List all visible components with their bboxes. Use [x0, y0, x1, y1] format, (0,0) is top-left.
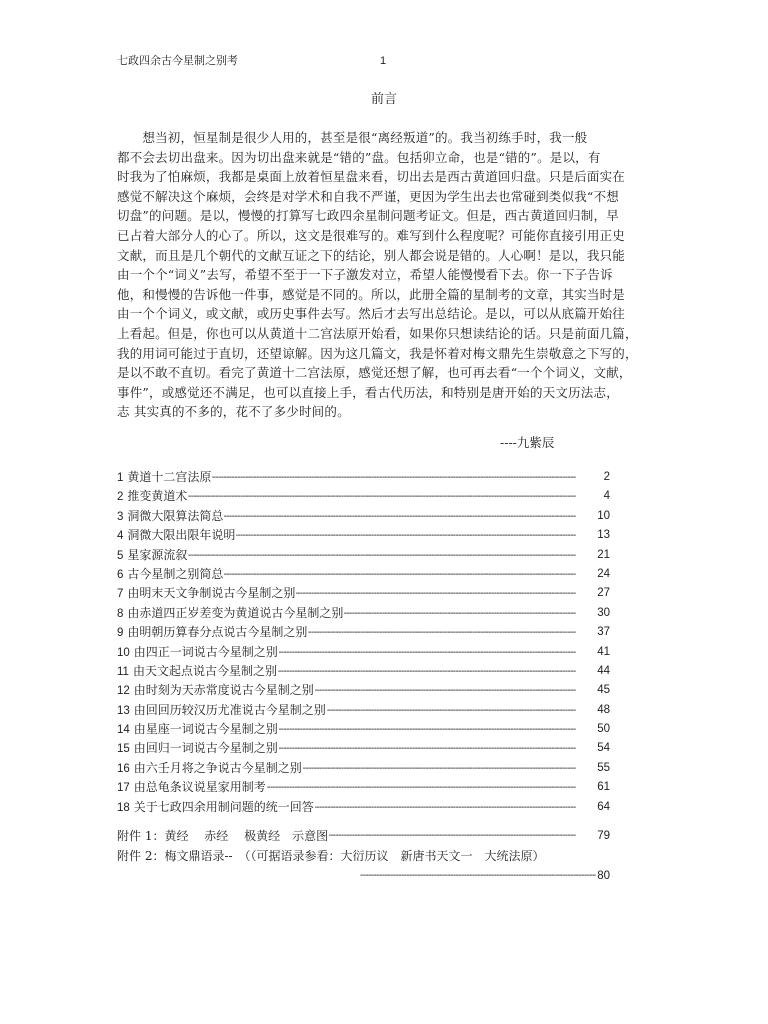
toc-page: 50	[596, 720, 610, 739]
preface-line: 他，和慢慢的告诉他一件事，感觉是不同的。所以，此册全篇的星制考的文章，其实当时是	[117, 286, 626, 302]
toc-entry	[117, 487, 610, 506]
toc-title: 由时刻为天赤常度说古今星制之别	[133, 683, 314, 698]
toc-title: 黄道十二宫法原	[127, 470, 212, 484]
toc-title: 由四正一词说古今星制之别	[133, 644, 278, 659]
toc-page: 41	[596, 643, 610, 662]
toc-number: 3	[117, 510, 124, 523]
preface-line: 由一个个“词义”去写，希望不至于一下子激发对立，希望人能慢慢看下去。你一下子告诉	[117, 267, 613, 283]
toc-page: 54	[596, 739, 610, 758]
preface-line: 感觉不解决这个麻烦，会终是对学术和自我不严谨，更因为学生出去也常碰到类似我“不想	[117, 188, 619, 204]
toc-entry	[117, 604, 610, 623]
signature: ----九紫辰	[500, 435, 555, 450]
toc-number: 8	[117, 607, 124, 620]
toc-title: 关于七政四余用制问题的统一回答	[133, 799, 314, 814]
preface-line: 都不会去切出盘来。因为切出盘来就是“错的”盘。包括卯立命，也是“错的”。是以，有	[117, 149, 601, 165]
appendix-2-page: 80	[596, 866, 610, 886]
toc-title: 星家源流叙	[127, 547, 188, 562]
toc-number: 10	[117, 646, 130, 659]
preface-title: 前言	[370, 92, 397, 107]
toc-page: 10	[596, 507, 610, 526]
preface-line: 已占着大部分人的心了。所以，这文是很难写的。难写到什么程度呢？可能你直接引用正史	[117, 227, 626, 243]
toc-number: 6	[117, 568, 124, 581]
toc-page: 37	[596, 623, 610, 642]
toc-page: 4	[603, 487, 610, 506]
toc-page: 24	[596, 565, 610, 584]
header-title: 七政四余古今星制之别考	[117, 54, 238, 67]
toc-page: 64	[596, 798, 610, 817]
preface-line: 我的用词可能过于直切，还望谅解。因为这几篇文，我是怀着对梅文鼎先生崇敬意之下写的，	[117, 345, 638, 361]
toc-entry	[117, 468, 610, 487]
preface-line: 文献，而且是几个朝代的文献互证之下的结论，别人都会说是错的。人心啊！是以，我只能	[117, 247, 626, 263]
toc-entry	[117, 759, 610, 778]
toc-entry	[117, 720, 610, 739]
toc-entry	[117, 643, 610, 662]
toc-page: 30	[596, 604, 610, 623]
toc-number: 4	[117, 530, 124, 543]
page-number: 1	[380, 55, 387, 67]
toc-number: 17	[117, 782, 130, 795]
toc-title: 由赤道四正岁差变为黄道说古今星制之别	[127, 605, 344, 620]
toc-entry	[117, 584, 610, 603]
toc-number: 12	[117, 685, 130, 698]
toc-entry	[117, 565, 610, 584]
toc-title: 由六壬月将之争说古今星制之别	[133, 760, 302, 775]
toc-entry	[117, 798, 610, 817]
toc-title: 洞微大限出限年说明	[127, 528, 236, 543]
toc-title: 由回回历较汉历尤准说古今星制之别	[133, 702, 326, 717]
toc-number: 1	[117, 472, 124, 484]
toc-entry	[117, 507, 610, 526]
appendix-1-page: 79	[596, 826, 610, 846]
toc-title: 推变黄道术	[127, 489, 188, 504]
appendix-list	[117, 826, 610, 886]
toc-title: 由明朝历算春分点说古今星制之别	[127, 625, 308, 640]
appendix-2-title: 附件 2：梅文鼎语录-- （（可据语录参看：大衍历议 新唐书天文一 大统法原）	[117, 849, 545, 863]
toc-page: 61	[596, 778, 610, 797]
preface-line: 志 其实真的不多的，花不了多少时间的。	[117, 404, 350, 420]
toc-title: 由星座一词说古今星制之别	[133, 722, 278, 737]
toc-page: 13	[596, 526, 610, 545]
toc-number: 13	[117, 704, 130, 717]
toc-number: 16	[117, 762, 130, 775]
toc-title: 由总龟条议说星家用制考	[133, 780, 266, 795]
preface-line: 由一个个词义，或文献，或历史事件去写。然后才去写出总结论。是以，可以从底篇开始往	[117, 306, 626, 322]
toc-page: 21	[596, 546, 610, 565]
appendix-1-title: 附件 1：黄经 赤经 极黄经 示意图	[117, 829, 329, 843]
toc-title: 由回归一词说古今星制之别	[133, 741, 278, 756]
preface-line: 是以不敢不直切。看完了黄道十二宫法原，感觉还想了解，也可再去看“一个个词义，文献，	[117, 365, 632, 381]
toc-number: 11	[117, 665, 129, 678]
toc-title: 古今星制之别简总	[127, 566, 224, 581]
preface-line: 事件”，或感觉还不满足，也可以直接上手，看古代历法，和特别是唐开始的天文历法志，	[117, 384, 619, 400]
toc-number: 7	[117, 588, 124, 601]
toc-entry	[117, 546, 610, 565]
toc-page: 45	[596, 681, 610, 700]
toc-page: 55	[596, 759, 610, 778]
toc-entry	[117, 701, 610, 720]
toc-page: 2	[603, 468, 610, 487]
toc-entry	[117, 526, 610, 545]
toc-number: 5	[117, 549, 124, 562]
appendix-entry-2-leader	[117, 866, 610, 886]
preface-body	[117, 128, 653, 422]
toc-number: 9	[117, 627, 124, 640]
toc-page: 44	[596, 662, 610, 681]
toc-entry	[117, 778, 610, 797]
toc-entry	[117, 662, 610, 681]
toc-page: 48	[596, 701, 610, 720]
toc-title: 洞微大限算法简总	[127, 508, 224, 523]
toc-number: 14	[117, 724, 130, 737]
toc-number: 15	[117, 743, 130, 756]
toc-entry	[117, 739, 610, 758]
preface-line: 想当初，恒星制是很少人用的，甚至是很“离经叛道”的。我当初练手时，我一般	[117, 130, 588, 145]
table-of-contents	[117, 468, 610, 817]
toc-number: 2	[117, 491, 124, 504]
toc-page: 27	[596, 584, 610, 603]
preface-line: 时我为了怕麻烦，我都是桌面上放着恒星盘来看，切出去是西古黄道回归盘。只是后面实在	[117, 169, 626, 185]
toc-entry	[117, 681, 610, 700]
preface-line: 上看起。但是，你也可以从黄道十二宫法原开始看，如果你只想读结论的话。只是前面几篇，	[117, 325, 638, 341]
toc-entry	[117, 623, 610, 642]
toc-number: 18	[117, 801, 130, 814]
appendix-entry-2	[117, 846, 610, 866]
appendix-entry-1	[117, 826, 610, 846]
preface-line: 切盘”的问题。是以，慢慢的打算写七政四余星制问题考证文。但是，西古黄道回归制，早	[117, 208, 619, 224]
toc-title: 由明末天文争制说古今星制之别	[127, 586, 296, 601]
toc-title: 由天文起点说古今星制之别	[132, 663, 277, 678]
